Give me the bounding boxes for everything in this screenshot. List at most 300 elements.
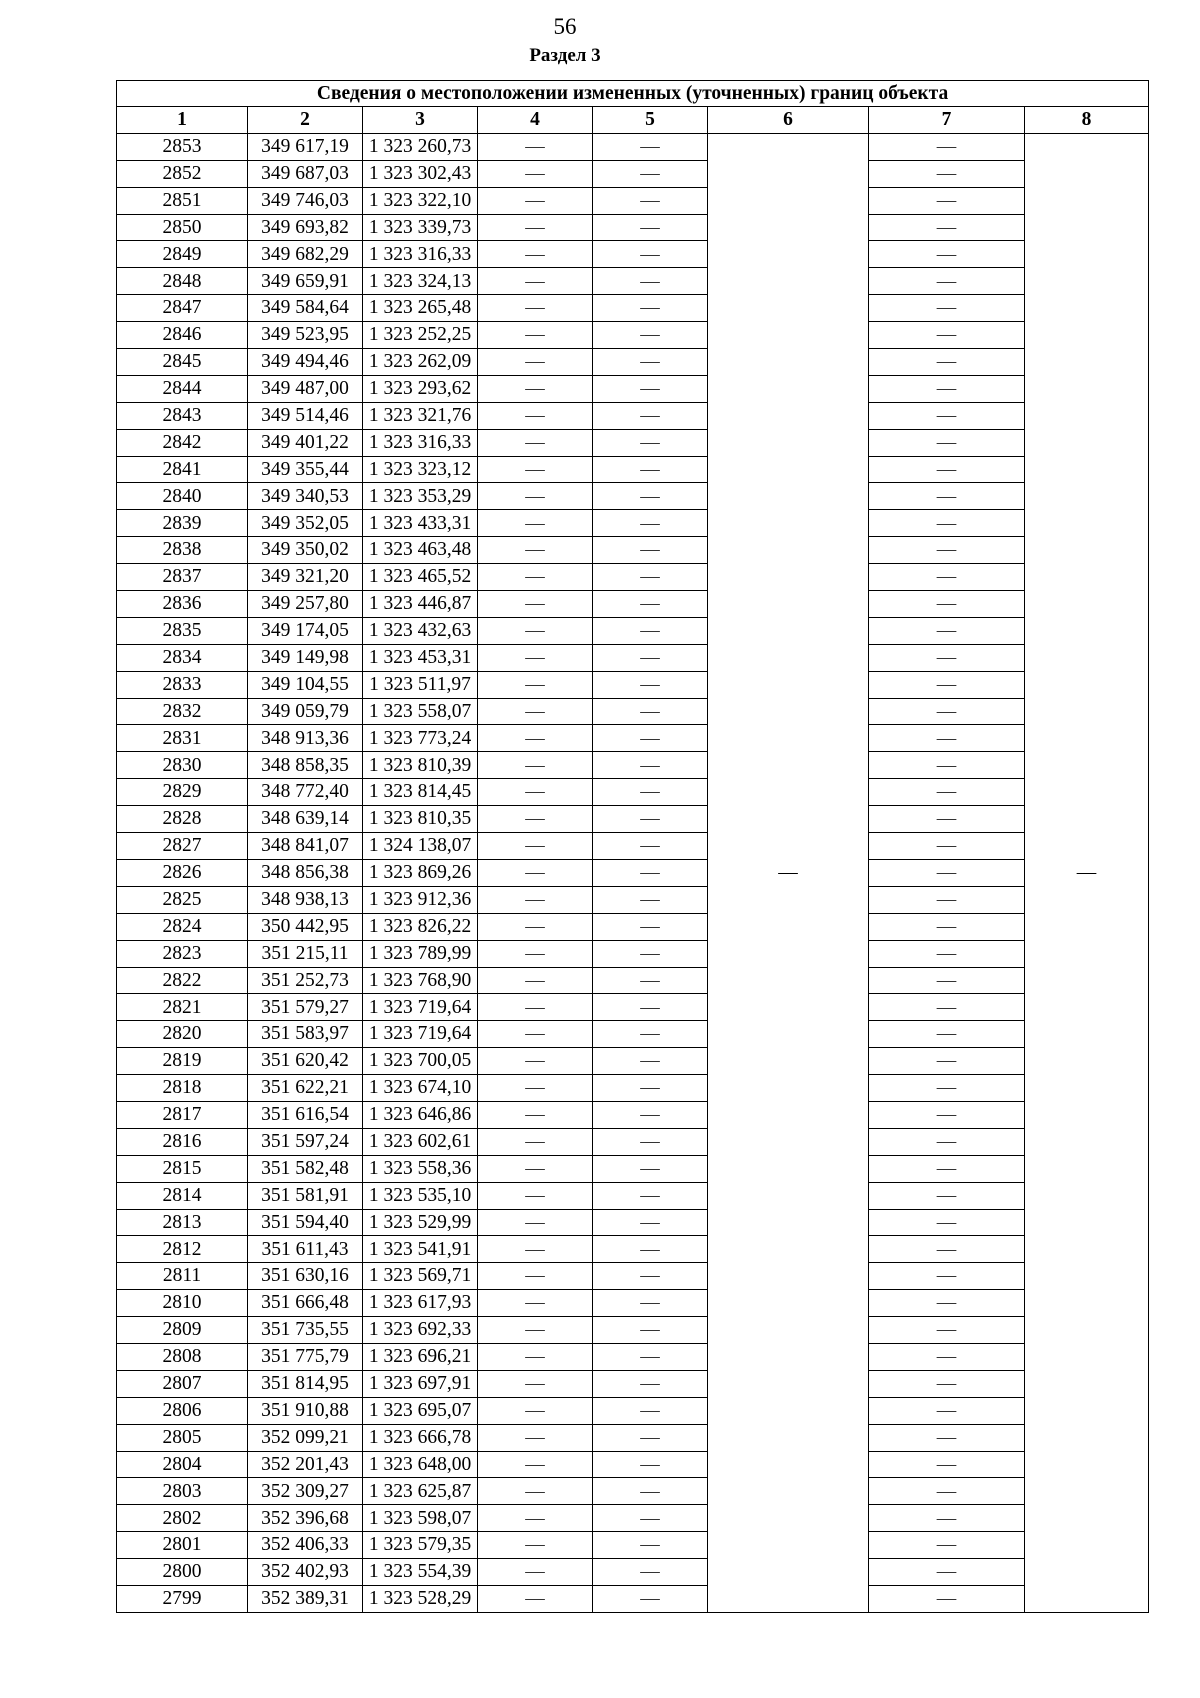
column-7-cell: — [869, 1155, 1025, 1182]
x-coordinate-cell: 349 340,53 [248, 483, 363, 510]
table-row [117, 833, 1149, 860]
table-row [117, 349, 1149, 376]
column-7-cell: — [869, 833, 1025, 860]
column-7-cell: — [869, 1263, 1025, 1290]
column-5-cell: — [593, 698, 708, 725]
table-row [117, 241, 1149, 268]
column-7-cell: — [869, 1585, 1025, 1612]
y-coordinate-cell: 1 323 446,87 [363, 591, 478, 618]
y-coordinate-cell: 1 323 265,48 [363, 295, 478, 322]
table-row [117, 1397, 1149, 1424]
point-number-cell: 2843 [117, 402, 248, 429]
y-coordinate-cell: 1 323 433,31 [363, 510, 478, 537]
column-7-cell: — [869, 1290, 1025, 1317]
y-coordinate-cell: 1 323 674,10 [363, 1075, 478, 1102]
column-4-cell: — [478, 940, 593, 967]
point-number-cell: 2811 [117, 1263, 248, 1290]
y-coordinate-cell: 1 323 339,73 [363, 214, 478, 241]
column-5-cell: — [593, 1263, 708, 1290]
point-number-cell: 2822 [117, 967, 248, 994]
x-coordinate-cell: 351 597,24 [248, 1128, 363, 1155]
column-4-cell: — [478, 214, 593, 241]
column-7-cell: — [869, 1505, 1025, 1532]
table-row [117, 1075, 1149, 1102]
column-7-cell: — [869, 349, 1025, 376]
x-coordinate-cell: 352 389,31 [248, 1585, 363, 1612]
column-5-cell: — [593, 133, 708, 160]
column-5-cell: — [593, 1505, 708, 1532]
y-coordinate-cell: 1 323 617,93 [363, 1290, 478, 1317]
column-4-cell: — [478, 967, 593, 994]
column-5-cell: — [593, 644, 708, 671]
y-coordinate-cell: 1 323 529,99 [363, 1209, 478, 1236]
column-header-1: 1 [117, 107, 248, 134]
column-4-cell: — [478, 160, 593, 187]
point-number-cell: 2835 [117, 617, 248, 644]
x-coordinate-cell: 351 735,55 [248, 1317, 363, 1344]
merged-column-8-cell: — [1025, 133, 1149, 1612]
column-4-cell: — [478, 133, 593, 160]
table-row [117, 1290, 1149, 1317]
x-coordinate-cell: 351 215,11 [248, 940, 363, 967]
column-7-cell: — [869, 456, 1025, 483]
column-4-cell: — [478, 671, 593, 698]
table-row [117, 268, 1149, 295]
column-4-cell: — [478, 564, 593, 591]
table-row [117, 1370, 1149, 1397]
column-header-8: 8 [1025, 107, 1149, 134]
x-coordinate-cell: 349 350,02 [248, 537, 363, 564]
column-7-cell: — [869, 1021, 1025, 1048]
column-5-cell: — [593, 725, 708, 752]
column-5-cell: — [593, 1451, 708, 1478]
y-coordinate-cell: 1 323 696,21 [363, 1343, 478, 1370]
column-7-cell: — [869, 1236, 1025, 1263]
column-4-cell: — [478, 886, 593, 913]
point-number-cell: 2836 [117, 591, 248, 618]
x-coordinate-cell: 352 402,93 [248, 1559, 363, 1586]
column-4-cell: — [478, 1021, 593, 1048]
x-coordinate-cell: 348 639,14 [248, 806, 363, 833]
column-5-cell: — [593, 1290, 708, 1317]
point-number-cell: 2823 [117, 940, 248, 967]
point-number-cell: 2802 [117, 1505, 248, 1532]
column-7-cell: — [869, 886, 1025, 913]
column-5-cell: — [593, 886, 708, 913]
point-number-cell: 2831 [117, 725, 248, 752]
column-header-4: 4 [478, 107, 593, 134]
table-row [117, 402, 1149, 429]
x-coordinate-cell: 351 666,48 [248, 1290, 363, 1317]
x-coordinate-cell: 351 579,27 [248, 994, 363, 1021]
column-5-cell: — [593, 349, 708, 376]
x-coordinate-cell: 349 617,19 [248, 133, 363, 160]
column-7-cell: — [869, 241, 1025, 268]
y-coordinate-cell: 1 323 700,05 [363, 1048, 478, 1075]
column-5-cell: — [593, 402, 708, 429]
column-4-cell: — [478, 1128, 593, 1155]
point-number-cell: 2810 [117, 1290, 248, 1317]
column-5-cell: — [593, 779, 708, 806]
x-coordinate-cell: 350 442,95 [248, 913, 363, 940]
point-number-cell: 2827 [117, 833, 248, 860]
x-coordinate-cell: 349 104,55 [248, 671, 363, 698]
point-number-cell: 2847 [117, 295, 248, 322]
column-5-cell: — [593, 671, 708, 698]
x-coordinate-cell: 349 059,79 [248, 698, 363, 725]
y-coordinate-cell: 1 323 465,52 [363, 564, 478, 591]
column-4-cell: — [478, 752, 593, 779]
column-7-cell: — [869, 160, 1025, 187]
column-7-cell: — [869, 187, 1025, 214]
column-5-cell: — [593, 537, 708, 564]
table-row [117, 295, 1149, 322]
section-title: Раздел 3 [529, 45, 601, 66]
y-coordinate-cell: 1 323 432,63 [363, 617, 478, 644]
table-row [117, 1101, 1149, 1128]
y-coordinate-cell: 1 323 692,33 [363, 1317, 478, 1344]
table-caption: Сведения о местоположении измененных (уточненных) границ объекта [117, 81, 1149, 107]
y-coordinate-cell: 1 323 719,64 [363, 994, 478, 1021]
column-5-cell: — [593, 591, 708, 618]
column-5-cell: — [593, 322, 708, 349]
table-row [117, 806, 1149, 833]
x-coordinate-cell: 351 581,91 [248, 1182, 363, 1209]
column-4-cell: — [478, 1101, 593, 1128]
x-coordinate-cell: 348 858,35 [248, 752, 363, 779]
column-4-cell: — [478, 1505, 593, 1532]
column-5-cell: — [593, 833, 708, 860]
column-5-cell: — [593, 1559, 708, 1586]
column-7-cell: — [869, 644, 1025, 671]
y-coordinate-cell: 1 323 252,25 [363, 322, 478, 349]
column-5-cell: — [593, 268, 708, 295]
table-row [117, 214, 1149, 241]
table-row [117, 1424, 1149, 1451]
column-7-cell: — [869, 483, 1025, 510]
table-row [117, 913, 1149, 940]
x-coordinate-cell: 349 682,29 [248, 241, 363, 268]
column-5-cell: — [593, 1424, 708, 1451]
table-row [117, 617, 1149, 644]
point-number-cell: 2853 [117, 133, 248, 160]
column-7-cell: — [869, 133, 1025, 160]
y-coordinate-cell: 1 323 302,43 [363, 160, 478, 187]
point-number-cell: 2840 [117, 483, 248, 510]
point-number-cell: 2824 [117, 913, 248, 940]
y-coordinate-cell: 1 323 869,26 [363, 859, 478, 886]
point-number-cell: 2803 [117, 1478, 248, 1505]
column-4-cell: — [478, 725, 593, 752]
column-header-6: 6 [708, 107, 869, 134]
point-number-cell: 2838 [117, 537, 248, 564]
column-5-cell: — [593, 1370, 708, 1397]
column-7-cell: — [869, 591, 1025, 618]
column-7-cell: — [869, 375, 1025, 402]
x-coordinate-cell: 348 841,07 [248, 833, 363, 860]
point-number-cell: 2844 [117, 375, 248, 402]
point-number-cell: 2848 [117, 268, 248, 295]
table-row [117, 1048, 1149, 1075]
table-row [117, 698, 1149, 725]
column-4-cell: — [478, 1478, 593, 1505]
y-coordinate-cell: 1 323 695,07 [363, 1397, 478, 1424]
x-coordinate-cell: 349 257,80 [248, 591, 363, 618]
column-header-3: 3 [363, 107, 478, 134]
table-row [117, 1343, 1149, 1370]
column-5-cell: — [593, 375, 708, 402]
y-coordinate-cell: 1 323 535,10 [363, 1182, 478, 1209]
x-coordinate-cell: 351 594,40 [248, 1209, 363, 1236]
column-header-row [117, 107, 1149, 134]
x-coordinate-cell: 351 775,79 [248, 1343, 363, 1370]
column-7-cell: — [869, 1343, 1025, 1370]
table-row [117, 1451, 1149, 1478]
table-row [117, 510, 1149, 537]
y-coordinate-cell: 1 323 810,35 [363, 806, 478, 833]
y-coordinate-cell: 1 323 511,97 [363, 671, 478, 698]
x-coordinate-cell: 352 309,27 [248, 1478, 363, 1505]
column-5-cell: — [593, 1532, 708, 1559]
y-coordinate-cell: 1 323 528,29 [363, 1585, 478, 1612]
point-number-cell: 2845 [117, 349, 248, 376]
x-coordinate-cell: 351 583,97 [248, 1021, 363, 1048]
point-number-cell: 2829 [117, 779, 248, 806]
table-row [117, 994, 1149, 1021]
column-header-5: 5 [593, 107, 708, 134]
x-coordinate-cell: 351 622,21 [248, 1075, 363, 1102]
table-row [117, 429, 1149, 456]
column-7-cell: — [869, 859, 1025, 886]
column-4-cell: — [478, 1343, 593, 1370]
column-7-cell: — [869, 967, 1025, 994]
point-number-cell: 2814 [117, 1182, 248, 1209]
column-4-cell: — [478, 1585, 593, 1612]
column-4-cell: — [478, 1236, 593, 1263]
column-7-cell: — [869, 1048, 1025, 1075]
x-coordinate-cell: 348 772,40 [248, 779, 363, 806]
table-row [117, 375, 1149, 402]
point-number-cell: 2799 [117, 1585, 248, 1612]
column-7-cell: — [869, 1128, 1025, 1155]
column-7-cell: — [869, 1532, 1025, 1559]
column-4-cell: — [478, 591, 593, 618]
column-4-cell: — [478, 1532, 593, 1559]
x-coordinate-cell: 349 659,91 [248, 268, 363, 295]
column-header-2: 2 [248, 107, 363, 134]
column-5-cell: — [593, 913, 708, 940]
point-number-cell: 2804 [117, 1451, 248, 1478]
point-number-cell: 2830 [117, 752, 248, 779]
table-row [117, 644, 1149, 671]
column-7-cell: — [869, 429, 1025, 456]
column-4-cell: — [478, 402, 593, 429]
point-number-cell: 2819 [117, 1048, 248, 1075]
y-coordinate-cell: 1 323 912,36 [363, 886, 478, 913]
y-coordinate-cell: 1 323 554,39 [363, 1559, 478, 1586]
column-4-cell: — [478, 1048, 593, 1075]
column-5-cell: — [593, 187, 708, 214]
column-5-cell: — [593, 859, 708, 886]
table-row [117, 725, 1149, 752]
point-number-cell: 2801 [117, 1532, 248, 1559]
x-coordinate-cell: 349 523,95 [248, 322, 363, 349]
column-7-cell: — [869, 537, 1025, 564]
x-coordinate-cell: 351 910,88 [248, 1397, 363, 1424]
column-4-cell: — [478, 187, 593, 214]
table-row [117, 483, 1149, 510]
column-5-cell: — [593, 160, 708, 187]
column-5-cell: — [593, 994, 708, 1021]
y-coordinate-cell: 1 323 625,87 [363, 1478, 478, 1505]
column-7-cell: — [869, 1182, 1025, 1209]
column-7-cell: — [869, 1424, 1025, 1451]
column-7-cell: — [869, 1370, 1025, 1397]
point-number-cell: 2813 [117, 1209, 248, 1236]
table-row [117, 456, 1149, 483]
column-7-cell: — [869, 698, 1025, 725]
column-7-cell: — [869, 1451, 1025, 1478]
point-number-cell: 2817 [117, 1101, 248, 1128]
column-5-cell: — [593, 1236, 708, 1263]
column-7-cell: — [869, 779, 1025, 806]
table-row [117, 322, 1149, 349]
x-coordinate-cell: 351 814,95 [248, 1370, 363, 1397]
x-coordinate-cell: 349 174,05 [248, 617, 363, 644]
column-7-cell: — [869, 617, 1025, 644]
point-number-cell: 2837 [117, 564, 248, 591]
table-row [117, 859, 1149, 886]
column-7-cell: — [869, 1209, 1025, 1236]
x-coordinate-cell: 349 352,05 [248, 510, 363, 537]
y-coordinate-cell: 1 323 579,35 [363, 1532, 478, 1559]
column-7-cell: — [869, 671, 1025, 698]
column-5-cell: — [593, 1075, 708, 1102]
column-5-cell: — [593, 1317, 708, 1344]
column-7-cell: — [869, 402, 1025, 429]
point-number-cell: 2834 [117, 644, 248, 671]
point-number-cell: 2818 [117, 1075, 248, 1102]
y-coordinate-cell: 1 323 602,61 [363, 1128, 478, 1155]
table-row [117, 779, 1149, 806]
table-row [117, 671, 1149, 698]
column-7-cell: — [869, 295, 1025, 322]
column-7-cell: — [869, 994, 1025, 1021]
x-coordinate-cell: 352 201,43 [248, 1451, 363, 1478]
column-4-cell: — [478, 456, 593, 483]
column-5-cell: — [593, 1343, 708, 1370]
point-number-cell: 2805 [117, 1424, 248, 1451]
table-row [117, 940, 1149, 967]
table-body [117, 133, 1149, 1612]
column-7-cell: — [869, 1478, 1025, 1505]
page-number: 56 [553, 14, 577, 39]
point-number-cell: 2815 [117, 1155, 248, 1182]
boundary-coordinates-table [116, 80, 1149, 1613]
x-coordinate-cell: 349 514,46 [248, 402, 363, 429]
y-coordinate-cell: 1 323 646,86 [363, 1101, 478, 1128]
table-row [117, 886, 1149, 913]
table-row [117, 591, 1149, 618]
column-7-cell: — [869, 564, 1025, 591]
column-5-cell: — [593, 295, 708, 322]
y-coordinate-cell: 1 323 316,33 [363, 241, 478, 268]
point-number-cell: 2851 [117, 187, 248, 214]
column-7-cell: — [869, 268, 1025, 295]
column-5-cell: — [593, 1209, 708, 1236]
y-coordinate-cell: 1 323 697,91 [363, 1370, 478, 1397]
table-row [117, 160, 1149, 187]
column-4-cell: — [478, 510, 593, 537]
x-coordinate-cell: 351 630,16 [248, 1263, 363, 1290]
table-row [117, 187, 1149, 214]
column-7-cell: — [869, 1559, 1025, 1586]
point-number-cell: 2852 [117, 160, 248, 187]
x-coordinate-cell: 348 913,36 [248, 725, 363, 752]
y-coordinate-cell: 1 323 558,36 [363, 1155, 478, 1182]
column-4-cell: — [478, 1182, 593, 1209]
point-number-cell: 2828 [117, 806, 248, 833]
x-coordinate-cell: 349 687,03 [248, 160, 363, 187]
y-coordinate-cell: 1 324 138,07 [363, 833, 478, 860]
y-coordinate-cell: 1 323 598,07 [363, 1505, 478, 1532]
y-coordinate-cell: 1 323 768,90 [363, 967, 478, 994]
point-number-cell: 2842 [117, 429, 248, 456]
y-coordinate-cell: 1 323 814,45 [363, 779, 478, 806]
column-4-cell: — [478, 1209, 593, 1236]
y-coordinate-cell: 1 323 541,91 [363, 1236, 478, 1263]
column-7-cell: — [869, 940, 1025, 967]
y-coordinate-cell: 1 323 453,31 [363, 644, 478, 671]
point-number-cell: 2832 [117, 698, 248, 725]
column-4-cell: — [478, 1397, 593, 1424]
point-number-cell: 2807 [117, 1370, 248, 1397]
column-5-cell: — [593, 1182, 708, 1209]
table-row [117, 1585, 1149, 1612]
y-coordinate-cell: 1 323 323,12 [363, 456, 478, 483]
y-coordinate-cell: 1 323 262,09 [363, 349, 478, 376]
y-coordinate-cell: 1 323 666,78 [363, 1424, 478, 1451]
column-4-cell: — [478, 698, 593, 725]
x-coordinate-cell: 349 494,46 [248, 349, 363, 376]
table-row [117, 133, 1149, 160]
column-4-cell: — [478, 1424, 593, 1451]
table-row [117, 1505, 1149, 1532]
column-4-cell: — [478, 1317, 593, 1344]
merged-column-6-cell: — [708, 133, 869, 1612]
y-coordinate-cell: 1 323 463,48 [363, 537, 478, 564]
column-4-cell: — [478, 1263, 593, 1290]
x-coordinate-cell: 348 856,38 [248, 859, 363, 886]
point-number-cell: 2825 [117, 886, 248, 913]
column-5-cell: — [593, 429, 708, 456]
table-row [117, 564, 1149, 591]
column-4-cell: — [478, 806, 593, 833]
table-row [117, 1209, 1149, 1236]
column-4-cell: — [478, 994, 593, 1021]
column-4-cell: — [478, 617, 593, 644]
x-coordinate-cell: 352 099,21 [248, 1424, 363, 1451]
point-number-cell: 2846 [117, 322, 248, 349]
column-7-cell: — [869, 913, 1025, 940]
table-row [117, 1155, 1149, 1182]
x-coordinate-cell: 351 582,48 [248, 1155, 363, 1182]
column-7-cell: — [869, 322, 1025, 349]
column-5-cell: — [593, 214, 708, 241]
table-row [117, 1559, 1149, 1586]
column-5-cell: — [593, 241, 708, 268]
x-coordinate-cell: 349 487,00 [248, 375, 363, 402]
